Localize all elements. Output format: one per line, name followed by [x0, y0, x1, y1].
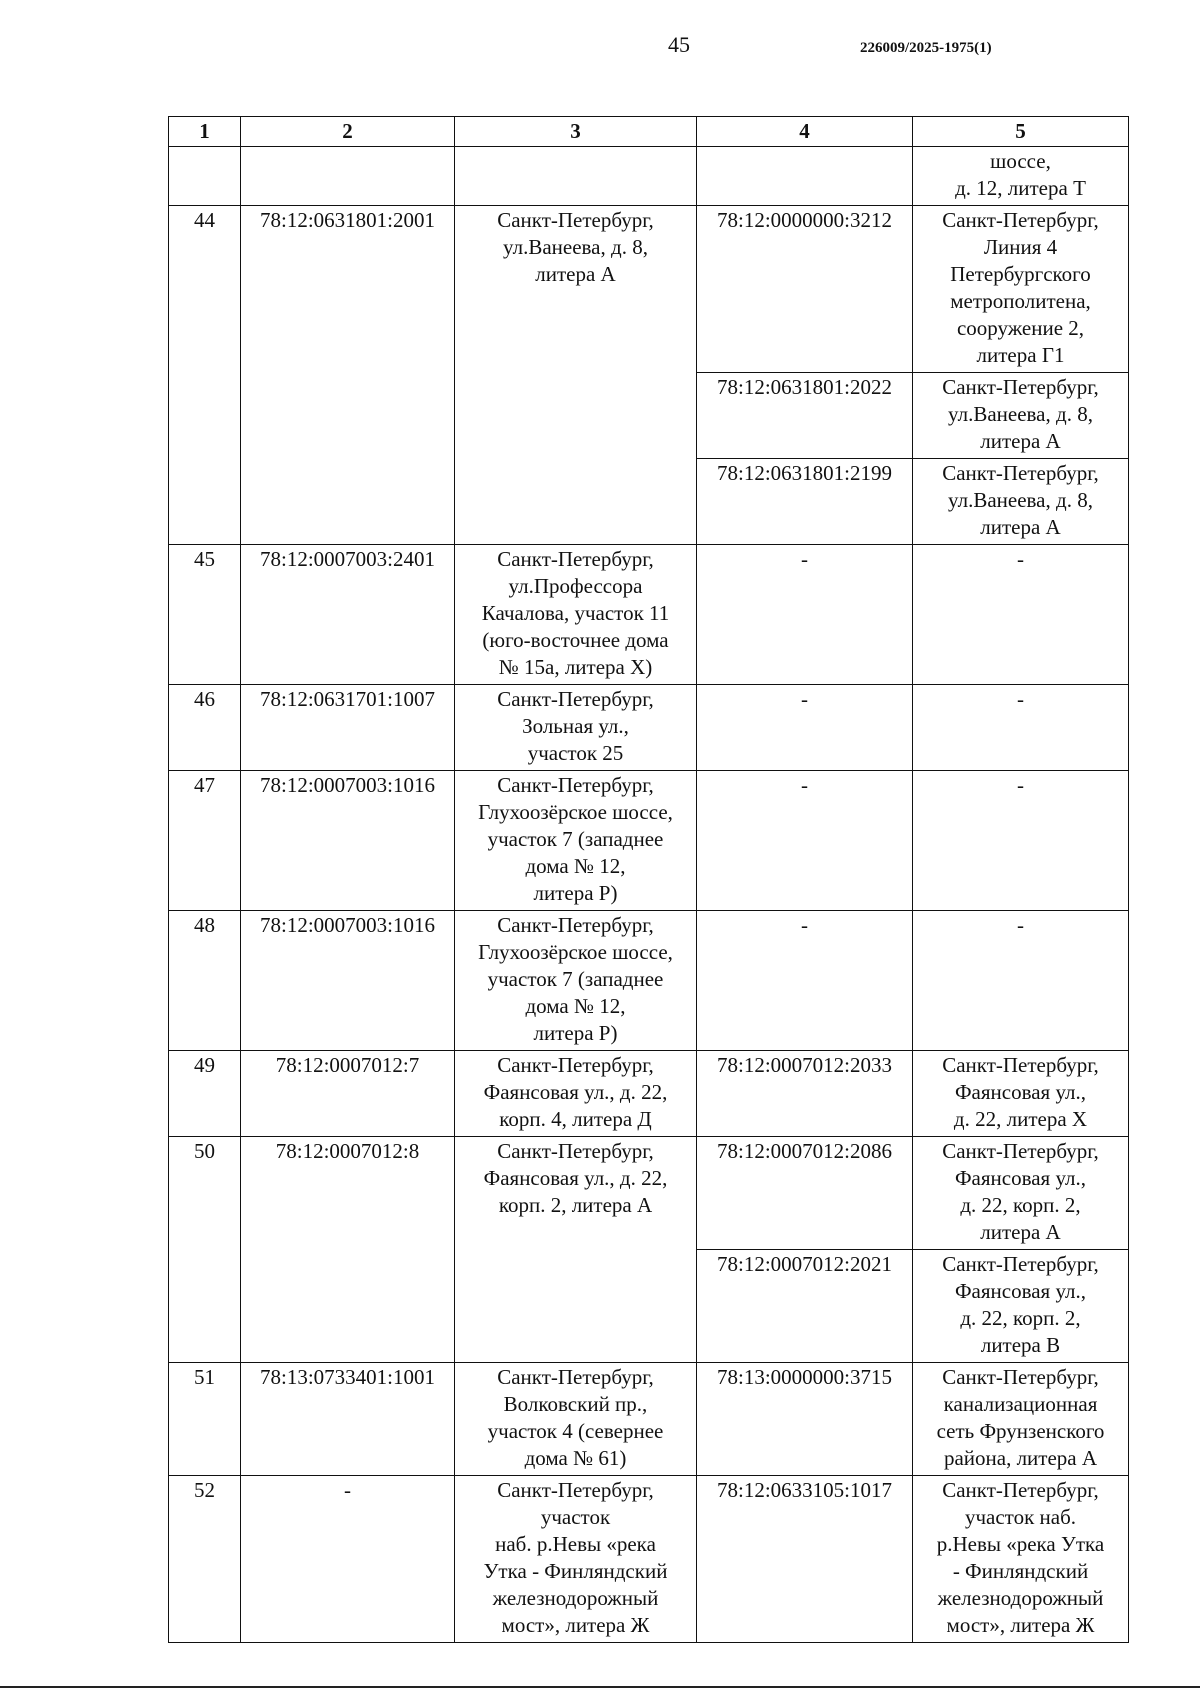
land-address — [455, 545, 697, 685]
table-row — [169, 685, 1129, 771]
cell-line: литера В — [980, 1333, 1061, 1357]
table-row — [169, 1476, 1129, 1643]
object-cadastral-number: - — [697, 685, 913, 771]
table-row — [169, 545, 1129, 685]
cell-line: - — [1017, 687, 1024, 711]
cell-line: наб. р.Невы «река — [495, 1532, 656, 1556]
object-address — [913, 373, 1129, 459]
cell-line: мост», литера Ж — [946, 1613, 1095, 1637]
object-cadastral-number: 78:12:0633105:1017 — [697, 1476, 913, 1643]
cell-line: Фаянсовая ул., — [954, 1166, 1087, 1190]
cell-line: литера Р) — [533, 881, 618, 905]
cell-line: мост», литера Ж — [501, 1613, 650, 1637]
object-address — [913, 459, 1129, 545]
cell-line: Санкт-Петербург, — [942, 1139, 1099, 1163]
object-address — [913, 1137, 1129, 1250]
cell-line: Санкт-Петербург, — [497, 208, 654, 232]
cell-line: Санкт-Петербург, — [497, 773, 654, 797]
row-number: 51 — [169, 1363, 241, 1476]
registry-table — [168, 116, 1129, 1643]
cell-line: участок 7 (западнее — [487, 827, 664, 851]
cell-line: Санкт-Петербург, — [942, 375, 1099, 399]
object-address — [913, 685, 1129, 771]
cell-line: участок наб. — [964, 1505, 1077, 1529]
cell-line: участок 25 — [527, 741, 624, 765]
cell-line: Фаянсовая ул., — [954, 1279, 1087, 1303]
object-cadastral-number: 78:12:0007012:2021 — [697, 1250, 913, 1363]
cell-line: литера А — [980, 515, 1061, 539]
object-address — [913, 911, 1129, 1051]
cell-line: метрополитена, — [950, 289, 1091, 313]
cell-line: дома № 61) — [524, 1446, 627, 1470]
cell-line: литера А — [535, 262, 616, 286]
cell-line: Санкт-Петербург, — [497, 1053, 654, 1077]
cell-line: сеть Фрунзенского — [936, 1419, 1105, 1443]
table-body — [169, 147, 1129, 1643]
cell-line: Санкт-Петербург, — [497, 1478, 654, 1502]
cell-line: Санкт-Петербург, — [497, 547, 654, 571]
row-number: 52 — [169, 1476, 241, 1643]
land-address — [455, 771, 697, 911]
object-cadastral-number: 78:12:0631801:2199 — [697, 459, 913, 545]
scan-edge-line — [0, 1686, 1200, 1688]
cell-line: литера Р) — [533, 1021, 618, 1045]
land-cadastral-number: 78:12:0631701:1007 — [241, 685, 455, 771]
column-header-3: 3 — [455, 117, 697, 147]
land-address — [455, 1051, 697, 1137]
cell-line: дома № 12, — [525, 994, 626, 1018]
cell-line: участок 4 (севернее — [487, 1419, 664, 1443]
cell-line: Глухоозёрское шоссе, — [478, 800, 673, 824]
land-cadastral-number: 78:12:0007012:7 — [241, 1051, 455, 1137]
land-address — [455, 1476, 697, 1643]
cell-line: Глухоозёрское шоссе, — [478, 940, 673, 964]
cell-line: Утка - Финляндский — [483, 1559, 668, 1583]
continuation-object-kn — [697, 147, 913, 206]
cell-line: № 15а, литера Х) — [498, 655, 653, 679]
land-cadastral-number: 78:12:0007003:1016 — [241, 911, 455, 1051]
cell-line: - — [1017, 773, 1024, 797]
cell-line: района, литера А — [943, 1446, 1098, 1470]
cell-line: Санкт-Петербург, — [942, 461, 1099, 485]
cell-line: Санкт-Петербург, — [942, 1053, 1099, 1077]
table-row — [169, 771, 1129, 911]
cell-line: участок — [540, 1505, 611, 1529]
object-cadastral-number: 78:13:0000000:3715 — [697, 1363, 913, 1476]
land-address — [455, 911, 697, 1051]
continuation-cadastral — [241, 147, 455, 206]
cell-line: Петербургского — [950, 262, 1091, 286]
column-header-2: 2 — [241, 117, 455, 147]
cell-line: Качалова, участок 11 — [481, 601, 670, 625]
cell-line: Зольная ул., — [522, 714, 629, 738]
continuation-row — [169, 147, 1129, 206]
table-row — [169, 911, 1129, 1051]
object-cadastral-number: 78:12:0631801:2022 — [697, 373, 913, 459]
object-address — [913, 1051, 1129, 1137]
object-address — [913, 1250, 1129, 1363]
cell-line: - — [1017, 547, 1024, 571]
continuation-num — [169, 147, 241, 206]
continuation-object-address — [913, 147, 1129, 206]
row-number: 45 — [169, 545, 241, 685]
land-cadastral-number: 78:12:0007003:1016 — [241, 771, 455, 911]
row-number: 47 — [169, 771, 241, 911]
cell-line: Фаянсовая ул., д. 22, — [483, 1166, 668, 1190]
cell-line: корп. 2, литера А — [498, 1193, 653, 1217]
object-cadastral-number: 78:12:0007012:2086 — [697, 1137, 913, 1250]
cell-line: ул.Ванеева, д. 8, — [948, 488, 1093, 512]
cell-line: шоссе, — [990, 149, 1051, 173]
table-row — [169, 1137, 1129, 1250]
cell-line: железнодорожный — [492, 1586, 659, 1610]
cell-line: железнодорожный — [937, 1586, 1104, 1610]
row-number: 44 — [169, 206, 241, 545]
object-cadastral-number: 78:12:0000000:3212 — [697, 206, 913, 373]
cell-line: Санкт-Петербург, — [942, 1478, 1099, 1502]
row-number: 50 — [169, 1137, 241, 1363]
page-number: 45 — [668, 32, 690, 57]
cell-line: д. 22, корп. 2, — [960, 1193, 1081, 1217]
object-address — [913, 771, 1129, 911]
object-address — [913, 1476, 1129, 1643]
cell-line: Волковский пр., — [503, 1392, 648, 1416]
cell-line: Санкт-Петербург, — [497, 1365, 654, 1389]
land-cadastral-number: 78:12:0007003:2401 — [241, 545, 455, 685]
row-number: 49 — [169, 1051, 241, 1137]
land-address — [455, 1363, 697, 1476]
land-cadastral-number: - — [241, 1476, 455, 1643]
continuation-address — [455, 147, 697, 206]
land-cadastral-number: 78:12:0631801:2001 — [241, 206, 455, 545]
cell-line: Санкт-Петербург, — [942, 1365, 1099, 1389]
row-number: 46 — [169, 685, 241, 771]
table-row — [169, 1051, 1129, 1137]
cell-line: канализационная — [943, 1392, 1098, 1416]
cell-line: ул.Ванеева, д. 8, — [948, 402, 1093, 426]
cell-line: ул.Профессора — [508, 574, 643, 598]
cell-line: дома № 12, — [525, 854, 626, 878]
cell-line: Линия 4 — [983, 235, 1058, 259]
land-cadastral-number: 78:12:0007012:8 — [241, 1137, 455, 1363]
column-header-4: 4 — [697, 117, 913, 147]
table-row — [169, 206, 1129, 373]
cell-line: Фаянсовая ул., — [954, 1080, 1087, 1104]
column-header-1: 1 — [169, 117, 241, 147]
cell-line: литера А — [980, 429, 1061, 453]
object-cadastral-number: - — [697, 545, 913, 685]
land-address — [455, 685, 697, 771]
cell-line: литера А — [980, 1220, 1061, 1244]
object-address — [913, 1363, 1129, 1476]
cell-line: р.Невы «река Утка — [936, 1532, 1105, 1556]
object-cadastral-number: 78:12:0007012:2033 — [697, 1051, 913, 1137]
cell-line: корп. 4, литера Д — [499, 1107, 652, 1131]
table-header-row — [169, 117, 1129, 147]
cell-line: - Финляндский — [952, 1559, 1089, 1583]
land-address — [455, 206, 697, 545]
land-address — [455, 1137, 697, 1363]
cell-line: участок 7 (западнее — [487, 967, 664, 991]
cell-line: сооружение 2, — [956, 316, 1085, 340]
cell-line: Санкт-Петербург, — [942, 208, 1099, 232]
cell-line: д. 22, корп. 2, — [960, 1306, 1081, 1330]
cell-line: литера Г1 — [976, 343, 1065, 367]
cell-line: Санкт-Петербург, — [497, 913, 654, 937]
cell-line: Санкт-Петербург, — [942, 1252, 1099, 1276]
column-header-5: 5 — [913, 117, 1129, 147]
object-address — [913, 206, 1129, 373]
document-number: 226009/2025-1975(1) — [860, 40, 992, 56]
cell-line: Санкт-Петербург, — [497, 1139, 654, 1163]
row-number: 48 — [169, 911, 241, 1051]
cell-line: д. 12, литера Т — [955, 176, 1086, 200]
cell-line: - — [1017, 913, 1024, 937]
cell-line: д. 22, литера Х — [953, 1107, 1088, 1131]
cell-line: Санкт-Петербург, — [497, 687, 654, 711]
table-row — [169, 1363, 1129, 1476]
land-cadastral-number: 78:13:0733401:1001 — [241, 1363, 455, 1476]
object-cadastral-number: - — [697, 771, 913, 911]
object-cadastral-number: - — [697, 911, 913, 1051]
cell-line: ул.Ванеева, д. 8, — [503, 235, 648, 259]
object-address — [913, 545, 1129, 685]
cell-line: Фаянсовая ул., д. 22, — [483, 1080, 668, 1104]
cell-line: (юго-восточнее дома — [482, 628, 669, 652]
